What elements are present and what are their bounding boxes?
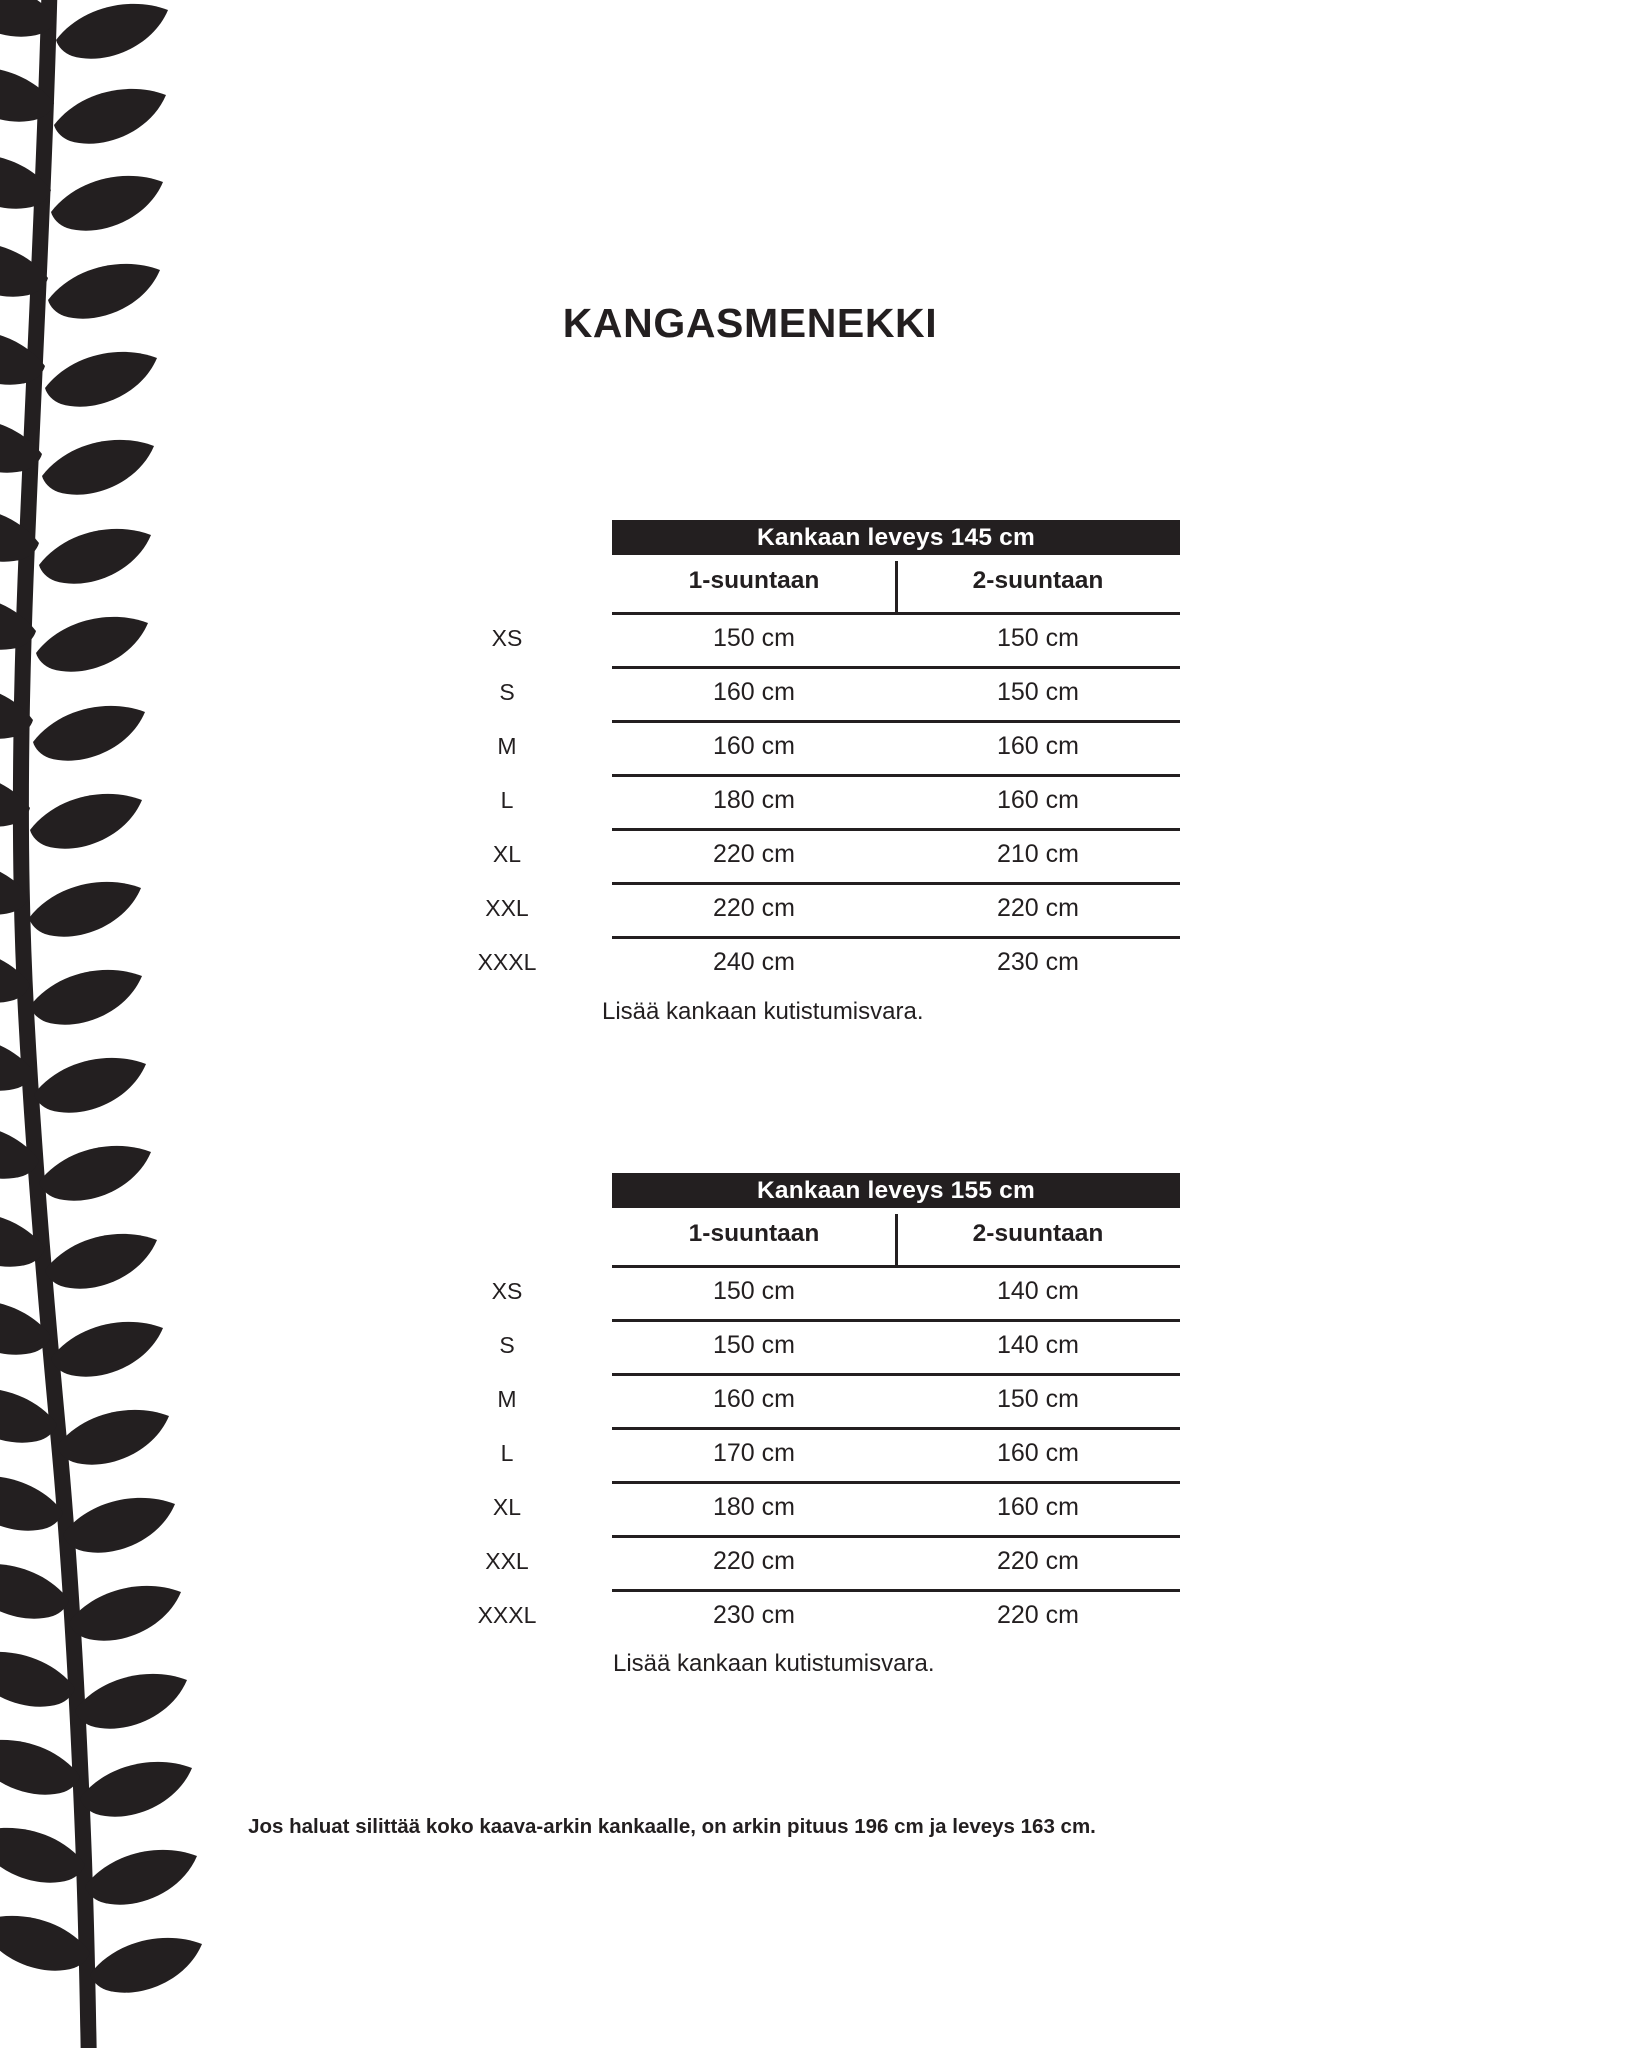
cell-two-way: 220 cm [997,1601,1079,1629]
cell-one-way: 230 cm [713,1601,795,1629]
cell-two-way: 150 cm [997,624,1079,652]
row-size-label: S [499,1332,515,1358]
table-row [477,1592,1180,1643]
table-row [492,831,1180,885]
table-header-bar-155 [612,1173,1180,1208]
cell-one-way: 150 cm [713,1331,795,1359]
row-size-label: XXXL [477,1602,537,1628]
cell-one-way: 220 cm [713,894,795,922]
cell-two-way: 160 cm [997,732,1079,760]
cell-one-way: 150 cm [713,1277,795,1305]
row-size-label: L [500,787,514,813]
cell-two-way: 160 cm [997,1493,1079,1521]
cell-two-way: 150 cm [997,678,1079,706]
row-size-label: XL [492,1494,522,1520]
table-row [491,1268,1180,1322]
row-size-label: M [497,1386,517,1412]
cell-one-way: 160 cm [713,678,795,706]
cell-two-way: 140 cm [997,1277,1079,1305]
cell-two-way: 140 cm [997,1331,1079,1359]
cell-two-way: 220 cm [997,894,1079,922]
vine-leaves [0,0,202,1993]
cell-one-way: 150 cm [713,624,795,652]
row-size-label: XXXL [477,949,537,975]
page-title [0,300,1638,347]
cell-one-way: 220 cm [713,1547,795,1575]
table-row [499,669,1180,723]
sheet-size-footnote-text: Jos haluat silittää koko kaava-arkin kankaalle, on arkin pituus 196 cm ja leveys 163 cm. [248,1815,1096,1838]
row-size-label: M [497,733,517,759]
table-header-label-145: Kankaan leveys 145 cm [757,524,1035,551]
table-header-bar-145 [612,520,1180,555]
sheet-size-footnote [0,1815,1638,1839]
cell-one-way: 170 cm [713,1439,795,1467]
table-row [492,1484,1180,1538]
cell-one-way: 180 cm [713,1493,795,1521]
shrinkage-note-155: Lisää kankaan kutistumisvara. [613,1650,935,1677]
cell-two-way: 160 cm [997,786,1079,814]
table-row [500,777,1180,831]
table-row [500,1430,1180,1484]
row-size-label: XXL [485,1548,529,1574]
row-size-label: XL [492,841,522,867]
table-row [477,939,1180,990]
table-row [485,885,1180,939]
row-size-label: XXL [485,895,529,921]
column-header-two-way-145: 2-suuntaan [972,567,1104,594]
row-size-label: L [500,1440,514,1466]
row-size-label: XS [491,1278,523,1304]
cell-one-way: 160 cm [713,1385,795,1413]
page-title-text: KANGASMENEKKI [562,300,938,346]
cell-one-way: 160 cm [713,732,795,760]
table-row [497,1376,1180,1430]
table-row [497,723,1180,777]
cell-two-way: 160 cm [997,1439,1079,1467]
column-header-one-way-155: 1-suuntaan [688,1220,820,1247]
column-header-two-way-155: 2-suuntaan [972,1220,1104,1247]
table-row [499,1322,1180,1376]
cell-one-way: 180 cm [713,786,795,814]
cell-one-way: 240 cm [713,948,795,976]
cell-two-way: 150 cm [997,1385,1079,1413]
cell-two-way: 220 cm [997,1547,1079,1575]
column-headers-145 [612,555,1180,615]
column-header-one-way-145: 1-suuntaan [688,567,820,594]
cell-two-way: 230 cm [997,948,1079,976]
cell-one-way: 220 cm [713,840,795,868]
row-size-label: XS [491,625,523,651]
fabric-requirement-table-155 [477,1173,1180,1643]
table-row [485,1538,1180,1592]
column-headers-155 [612,1208,1180,1268]
table-row [491,615,1180,669]
fabric-requirement-table-145 [477,520,1180,990]
table-header-label-155: Kankaan leveys 155 cm [757,1177,1035,1204]
shrinkage-note-145: Lisää kankaan kutistumisvara. [602,998,924,1025]
cell-two-way: 210 cm [997,840,1079,868]
row-size-label: S [499,679,515,705]
